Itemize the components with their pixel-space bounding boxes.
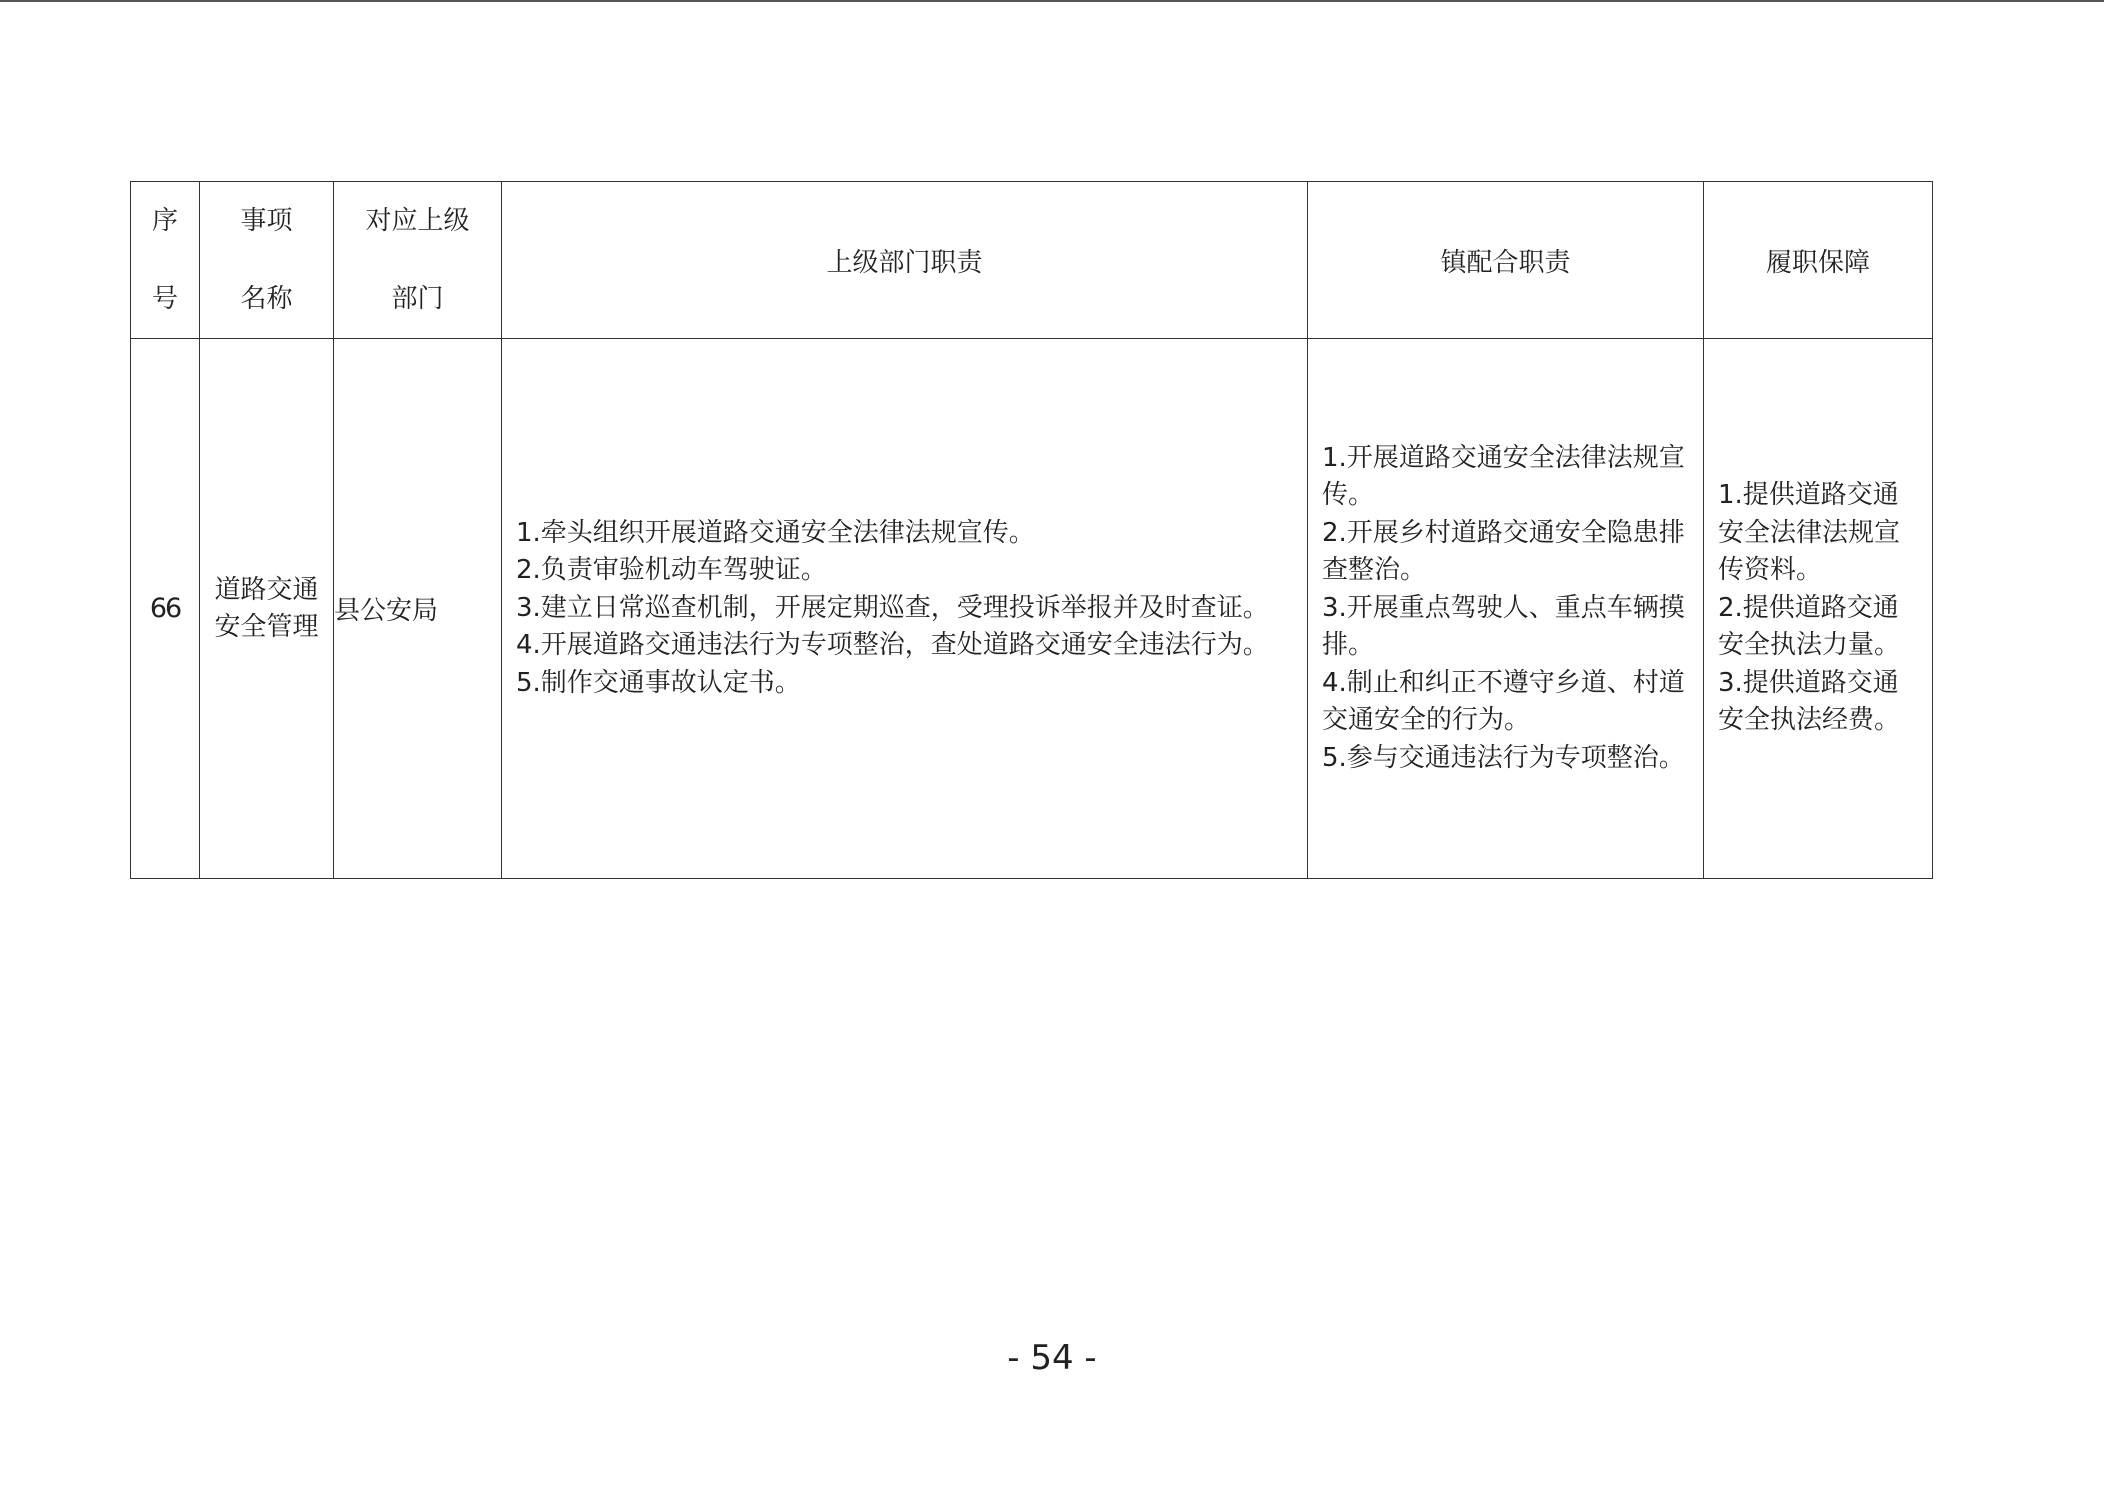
upper-duty-item: 5.制作交通事故认定书。 [516, 667, 801, 698]
guarantee-line: 安全执法经费。 [1718, 705, 1901, 736]
guarantee-line: 安全法律法规宣 [1718, 517, 1901, 548]
upper-duty-item: 4.开展道路交通违法行为专项整治，查处道路交通安全违法行为。 [516, 630, 1269, 661]
town-duty-line: 4.制止和纠正不遵守乡道、村道 [1322, 667, 1685, 698]
row-upper-duties [502, 339, 1308, 879]
header-upper-duties: 上级部门职责 [502, 182, 1308, 339]
upper-duty-item: 1.牵头组织开展道路交通安全法律法规宣传。 [516, 517, 1035, 548]
header-item-name: 事项 名称 [200, 182, 334, 339]
guarantee-line: 3.提供道路交通 [1718, 667, 1899, 698]
upper-duty-item: 3.建立日常巡查机制，开展定期巡查，受理投诉举报并及时查证。 [516, 592, 1269, 623]
town-duty-line: 查整治。 [1322, 555, 1427, 586]
town-duty-line: 交通安全的行为。 [1322, 705, 1531, 736]
row-item-name: 道路交通 安全管理 [200, 339, 334, 879]
row-town-duties [1308, 339, 1704, 879]
header-guarantee: 履职保障 [1704, 182, 1933, 339]
row-number: 66 [131, 339, 200, 879]
duties-table [130, 181, 1933, 879]
page-number: - 54 - [1007, 1338, 1097, 1378]
town-duty-line: 5.参与交通违法行为专项整治。 [1322, 742, 1685, 773]
row-department: 县公安局 [334, 339, 502, 879]
guarantee-line: 安全执法力量。 [1718, 630, 1901, 661]
town-duty-line: 1.开展道路交通安全法律法规宣 [1322, 442, 1685, 473]
header-seq: 序 号 [131, 182, 200, 339]
guarantee-line: 传资料。 [1718, 555, 1823, 586]
town-duty-line: 3.开展重点驾驶人、重点车辆摸 [1322, 592, 1685, 623]
table-row [131, 339, 1933, 879]
table-header-row [131, 182, 1933, 339]
upper-duty-item: 2.负责审验机动车驾驶证。 [516, 555, 827, 586]
guarantee-line: 2.提供道路交通 [1718, 592, 1899, 623]
header-upper-department: 对应上级 部门 [334, 182, 502, 339]
top-border-line [0, 0, 2104, 2]
town-duty-line: 2.开展乡村道路交通安全隐患排 [1322, 517, 1685, 548]
town-duty-line: 排。 [1322, 630, 1375, 661]
guarantee-line: 1.提供道路交通 [1718, 480, 1899, 511]
header-town-duties: 镇配合职责 [1308, 182, 1704, 339]
row-guarantee [1704, 339, 1933, 879]
town-duty-line: 传。 [1322, 480, 1375, 511]
